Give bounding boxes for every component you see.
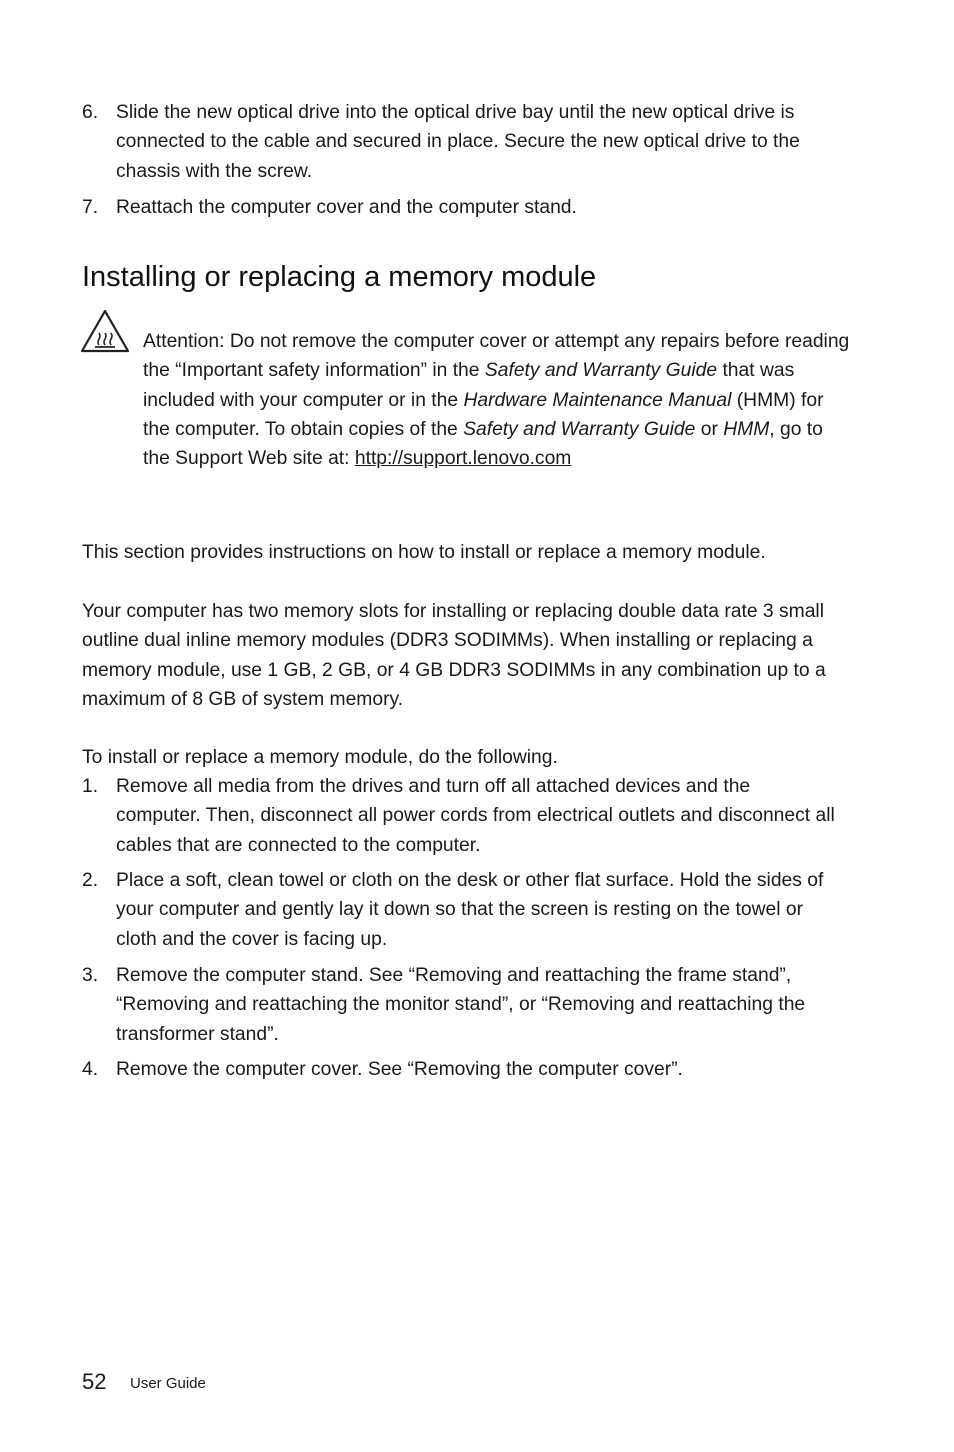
- footer-label: User Guide: [130, 1375, 206, 1392]
- step-number: 2.: [82, 870, 99, 891]
- step-text: Remove all media from the drives and turn off all attached devices and the computer. Then, disconnect all power cords from electrical outlets and disconnect all cables that are connected to the computer.: [116, 776, 835, 856]
- steps-intro: To install or replace a memory module, do the following.: [82, 747, 558, 768]
- memory-slots-paragraph: Your computer has two memory slots for installing or replacing double data rate 3 small outline dual inline memory modules (DDR3 SODIMMs). When installing or replacing a memory module, use 1 GB, 2 GB, or 4 GB DDR3 SODIMMs in any combination up to a maximum of 8 GB of system memory.: [82, 601, 826, 710]
- book-title: HMM: [723, 418, 770, 440]
- step-number: 3.: [82, 965, 99, 986]
- attention-text-part: or: [695, 418, 724, 440]
- attention-text: [143, 327, 855, 473]
- support-link[interactable]: http://support.lenovo.com: [354, 448, 572, 470]
- step-text: Reattach the computer cover and the computer stand.: [116, 197, 577, 218]
- attention-text-part: that was included with your computer or in the: [143, 360, 795, 411]
- book-title: Hardware Maintenance Manual: [463, 389, 732, 411]
- intro-paragraph: This section provides instructions on how to install or replace a memory module.: [82, 542, 766, 563]
- step-number: 7.: [82, 197, 99, 218]
- section-title: Installing or replacing a memory module: [82, 261, 597, 293]
- step-text: Place a soft, clean towel or cloth on the desk or other flat surface. Hold the sides of your computer and gently lay it down so that the screen is resting on the towel or cloth and the cover is facing up.: [116, 870, 824, 950]
- step-text: Remove the computer stand. See “Removing and reattaching the frame stand”, “Removing and reattaching the monitor stand”, or “Removing and reattaching the transformer stand”.: [116, 965, 806, 1045]
- step-number: 6.: [82, 102, 99, 123]
- attention-label: Attention:: [143, 331, 225, 352]
- attention-text-part: Do not remove the computer cover or attempt any repairs before reading the “Important safety information” in the: [143, 331, 850, 382]
- step-number: 4.: [82, 1059, 99, 1080]
- step-text: Slide the new optical drive into the optical drive bay until the new optical drive is connected to the cable and secured in place. Secure the new optical drive to the chassis with the screw.: [116, 102, 800, 182]
- attention-text-part: , go to the Support Web site at:: [143, 418, 823, 470]
- book-title: Safety and Warranty Guide: [484, 360, 718, 382]
- step-text: Remove the computer cover. See “Removing the computer cover”.: [116, 1059, 683, 1080]
- hot-surface-warning-icon: [80, 309, 130, 353]
- attention-text-part: (HMM) for the computer. To obtain copies of the: [143, 389, 824, 440]
- page-number: 52: [82, 1369, 107, 1394]
- step-number: 1.: [82, 776, 99, 797]
- book-title: Safety and Warranty Guide: [463, 418, 696, 440]
